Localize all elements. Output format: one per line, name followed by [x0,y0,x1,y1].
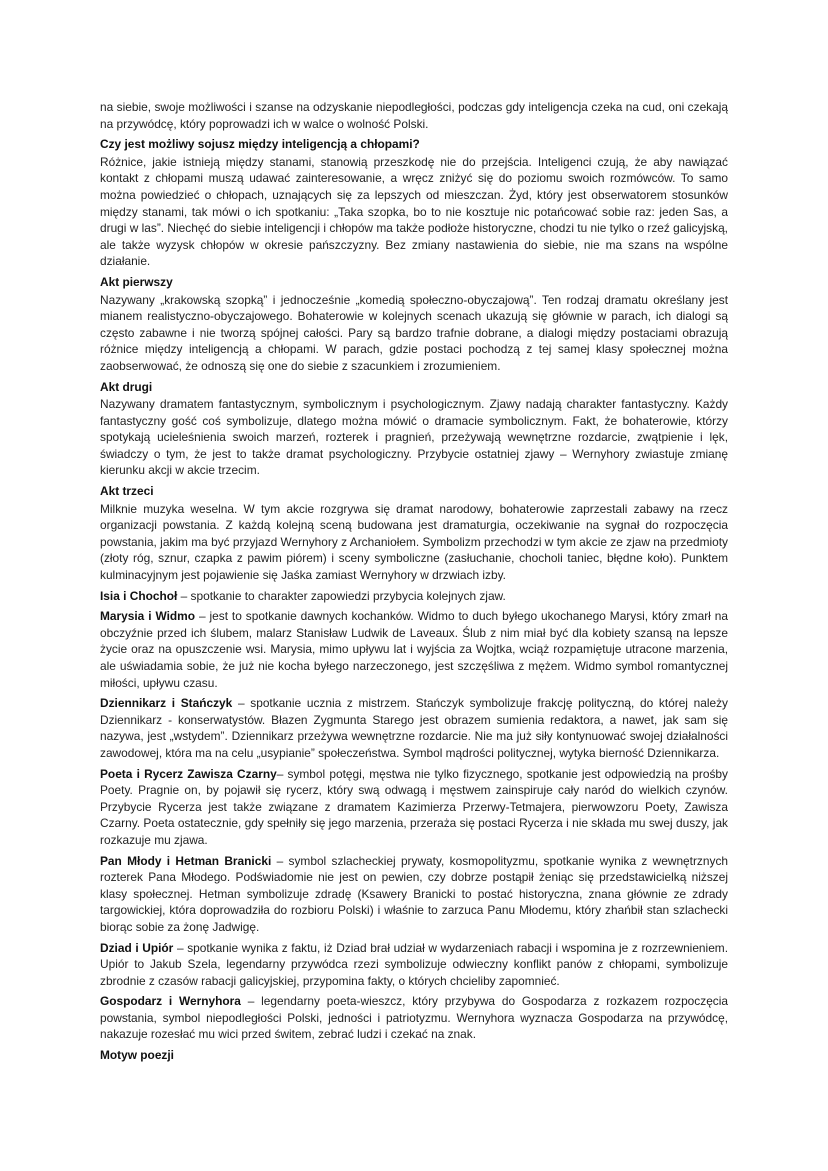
pair-text: – legendarny poeta-wieszcz, który przybywa do Gospodarza z rozkazem rozpoczęcia powstania, symbol niepodległości Polski, jedności i patriotyzmu. Wernyhora wyznacza Gospodarza na przywódcę, nakazuje rozesłać mu wici przed świtem, zebrać ludzi i czekać na znak. [100,994,729,1042]
pair-term: Pan Młody i Hetman Branicki [100,853,272,868]
akt-drugi-heading: Akt drugi [100,379,153,394]
pair-paragraph [100,940,728,990]
pair-paragraph [100,993,728,1043]
akt-trzeci-heading: Akt trzeci [100,484,154,499]
pair-text: – spotkanie to charakter zapowiedzi przybycia kolejnych zjaw. [177,588,506,603]
akt-drugi-paragraph: Nazywany dramatem fantastycznym, symbolicznym i psychologicznym. Zjawy nadają charakter fantastyczny. Każdy fantastyczny gość coś symbolizuje, dlatego można mówić o dramacie symbolicznym. Fakt, że bohaterowie, którzy spotykają ucieleśnienia swoich marzeń, rozterek i pragnień, przeżywają wewnętrzne rozdarcie, zwątpienie i lęk, świadczy o tym, że jest to także dramat psychologiczny. Przybycie ostatniej zjawy – Wernyhory zwiastuje zmianę kierunku akcji w akcie trzecim. [100,397,728,478]
akt-pierwszy-heading: Akt pierwszy [100,274,173,289]
pair-text: – spotkanie ucznia z mistrzem. Stańczyk symbolizuje frakcję polityczną, do której należy Dziennikarz - konserwatystów. Błazen Zygmunta Starego jest obrazem sumienia redaktora, a nawet, jak sam się nazywa, jest „wstydem”. Dziennikarz przeżywa wewnętrzne rozdarcie. Nie ma już siły kontynuować swojej działalności zawodowej, która ma na celu „usypianie” społeczeństwa. Symbol mądrości politycznej, wytyka bierność Dziennikarza. [100,696,729,760]
pair-term: Poeta i Rycerz Zawisza Czarny [100,766,277,781]
pair-paragraph [100,608,728,691]
akt-trzeci-paragraph: Milknie muzyka weselna. W tym akcie rozgrywa się dramat narodowy, bohaterowie zaprzestali zabawy na rzecz organizacji powstania. Z każdą kolejną sceną budowana jest dramaturgia, oczekiwanie na sygnał do rozpoczęcia powstania, jakim ma być przyjazd Wernyhory z Archaniołem. Symbolizm przechodzi w tym akcie ze zjaw na przedmioty (złoty róg, sznur, czapka z pawim piórem) i sceny symboliczne (zasłuchanie, chocholi taniec, błędne koło). Punktem kulminacyjnym jest pojawienie się Jaśka zamiast Wernyhory w drzwiach izby. [100,501,728,583]
pair-text: – symbol potęgi, męstwa nie tylko fizycznego, spotkanie jest odpowiedzią na prośby Poety. Pragnie on, by pojawił się rycerz, który swą odwagą i męstwem zainspiruje cały naród do wielkich czynów. Przybycie Rycerza jest także związane z dramatem Kazimierza Przerwy-Tetmajera, pierwowzoru Poety, Zawisza Czarny. Poeta ostatecznie, gdy spełniły się jego marzenia, przeraża się postaci Rycerza i nie składa mu swej duszy, jak rozkazuje mu zjawa. [100,766,728,847]
pair-term: Dziad i Upiór [100,940,174,955]
pair-text: – jest to spotkanie dawnych kochanków. Widmo to duch byłego ukochanego Marysi, który zmarł na obczyźnie przed ich ślubem, malarz Stanisław Ludwik de Laveaux. Ślub z nim miał być dla kobiety szansą na lepsze życie oraz na opuszczenie wsi. Marysia, mimo upływu lat i wyjścia za Wojtka, wciąż rozpamiętuje utracone marzenia, ale uświadamia sobie, że już nie kocha byłego narzeczonego, jest szczęśliwa z mężem. Widmo symbol romantycznej miłości, upływu czasu. [100,609,728,690]
sojusz-paragraph: Różnice, jakie istnieją między stanami, stanowią przeszkodę nie do przejścia. Inteligenci czują, że aby nawiązać kontakt z chłopami muszą udawać zainteresowanie, a wręcz zniżyć się do poziomu swoich rozmówców. To samo można powiedzieć o chłopach, uznających się za lepszych od mieszczan. Żyd, który jest obserwatorem stosunków między stanami, tak mówi o ich spotkaniu: „Taka szopka, bo to nie kosztuje nic potańcować sobie raz: jeden Sas, a drugi w las”. Niechęć do siebie inteligencji i chłopów ma także podłoże historyczne, chodzi tu nie tylko o rzeź galicyjską, ale także wyzysk chłopów w okresie pańszczyzny. Bez zmiany nastawienia do siebie, nie ma szans na wspólne działanie. [100,154,728,269]
pair-text: – spotkanie wynika z faktu, iż Dziad brał udział w wydarzeniach rabacji i wspomina je z rozrzewnieniem. Upiór to Jakub Szela, legendarny przywódca rzezi symbolizuje odwieczny konflikt panów z chłopami, symbolizuje zbrodnie z czasów rabacji galicyjskiej, przypomina fakty, o których chcieliby zapomnieć. [100,940,729,988]
pair-paragraph [100,766,728,849]
sojusz-heading: Czy jest możliwy sojusz między inteligencją a chłopami? [100,137,420,152]
pair-term: Marysia i Widmo [100,609,195,624]
pair-text: – symbol szlacheckiej prywaty, kosmopolityzmu, spotkanie wynika z wewnętrznych rozterek Pana Młodego. Podświadomie nie jest on pewien, czy dobrze postąpił żeniąc się przedstawicielką niższej klasy społecznej. Hetman symbolizuje zdradę (Ksawery Branicki to postać historyczna, znana głównie ze zdrady targowickiej, która doprowadziła do rozbioru Polski) i właśnie to zarzuca Panu Młodemu, który zhańbił stan szlachecki biorąc sobie za żonę Jadwigę. [100,853,728,934]
pair-term: Dziennikarz i Stańczyk [100,696,233,711]
pair-paragraph [100,853,728,936]
pair-term: Gospodarz i Wernyhora [100,994,241,1009]
pair-paragraph [100,695,728,761]
pair-term: Isia i Chochoł [100,588,178,603]
intro-paragraph: na siebie, swoje możliwości i szanse na odzyskanie niepodległości, podczas gdy inteligencja czeka na cud, oni czekają na przywódcę, który poprowadzi ich w walce o wolność Polski. [100,100,728,131]
pair-paragraph [100,588,728,605]
motyw-poezji-heading: Motyw poezji [100,1048,174,1063]
akt-pierwszy-paragraph: Nazywany „krakowską szopką” i jednocześnie „komedią społeczno-obyczajową”. Ten rodzaj dramatu określany jest mianem realistyczno-obyczajowego. Bohaterowie w kolejnych scenach ukazują się głównie w parach, ich dialogi są często zabawne i nie tworzą spójnej całości. Pary są bardzo trafnie dobrane, a dialogi między postaciami obrazują różnice między inteligencją a chłopami. W parach, gdzie postaci pochodzą z tej samej klasy społecznej można zaobserwować, że odnoszą się one do siebie z szacunkiem i zrozumieniem. [100,292,728,373]
